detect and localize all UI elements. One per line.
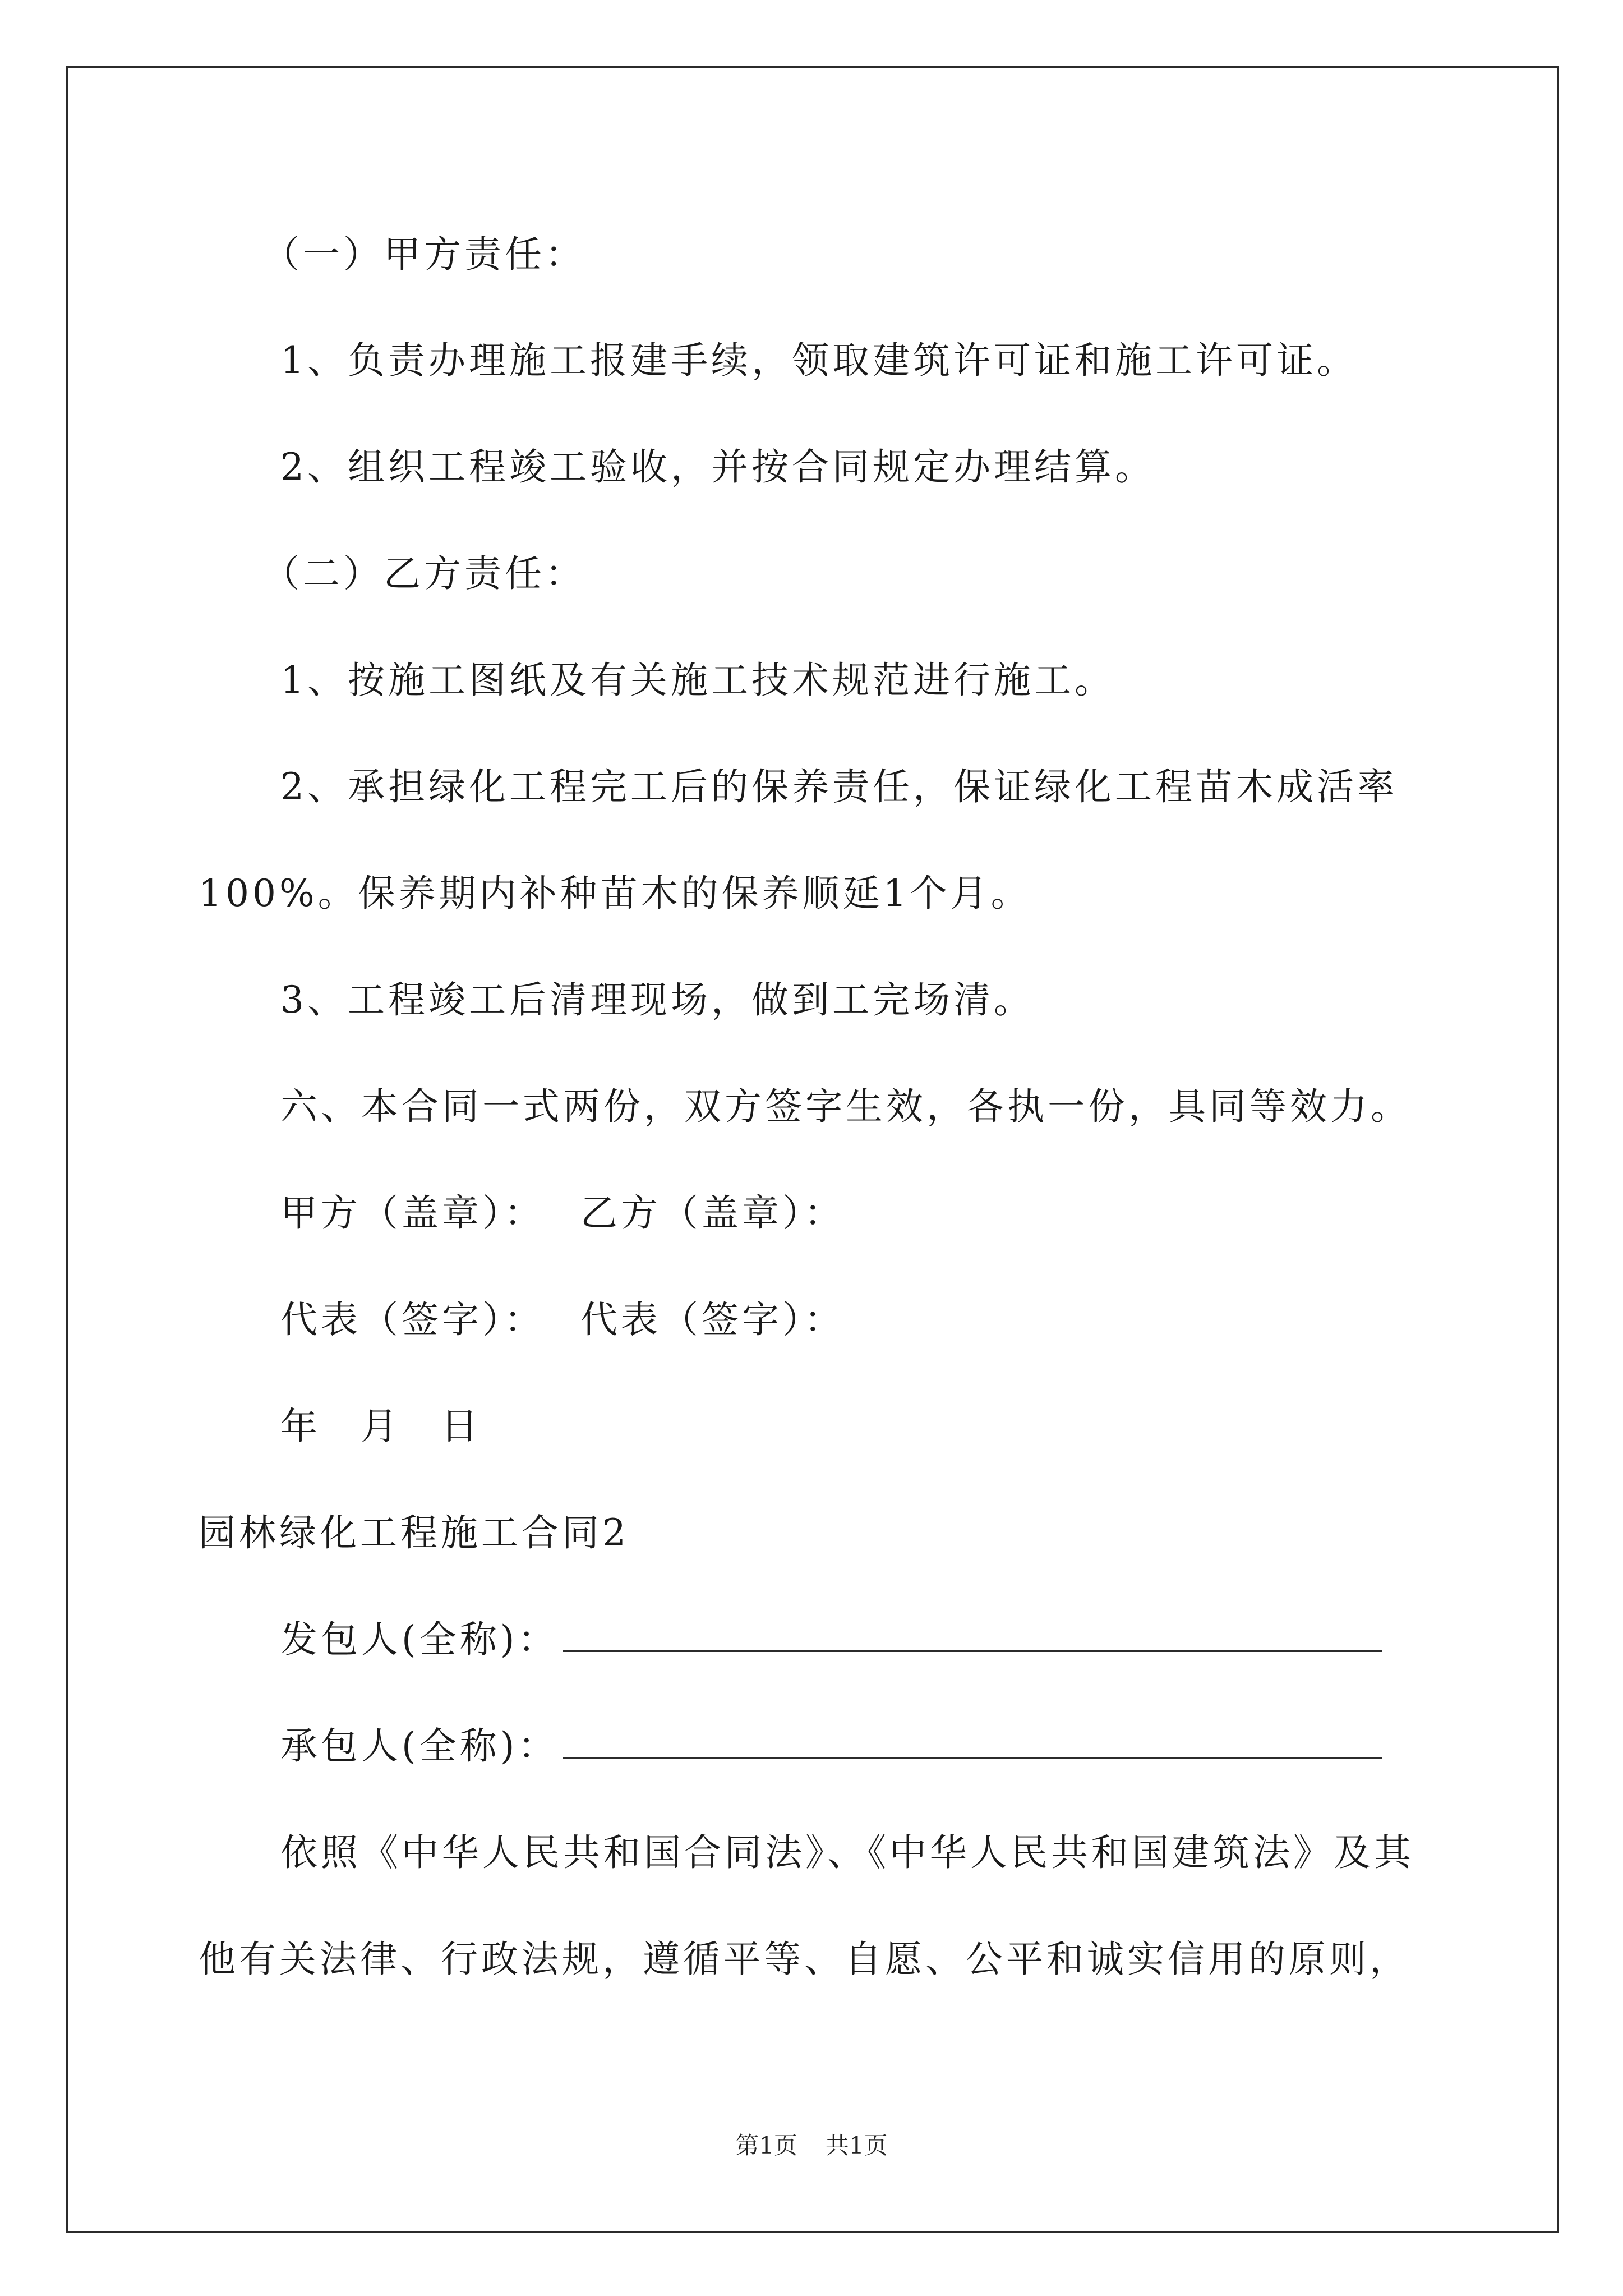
intro-paragraph-line2: 他有关法律、行政法规，遵循平等、自愿、公平和诚实信用的原则， — [199, 1938, 1410, 1981]
paragraph: 2、承担绿化工程完工后的保养责任，保证绿化工程苗木成活率 — [280, 765, 1398, 808]
section-heading-party-b: （二）乙方责任： — [262, 552, 585, 595]
employer-label: 发包人(全称)： — [280, 1618, 559, 1661]
rep-b-label: 代表（签字）： — [580, 1298, 845, 1341]
page-border — [66, 66, 1559, 2233]
paragraph: 1、按施工图纸及有关施工技术规范进行施工。 — [280, 659, 1115, 702]
contractor-line — [280, 1724, 1382, 1768]
party-a-seal-label: 甲方（盖章）： — [280, 1191, 545, 1235]
representative-line — [280, 1298, 845, 1341]
date-line: 年 月 日 — [280, 1405, 494, 1448]
page-number-current: 第1页 — [735, 2132, 797, 2159]
paragraph: 六、本合同一式两份，双方签字生效，各执一份，具同等效力。 — [280, 1085, 1411, 1128]
rep-a-label: 代表（签字）： — [280, 1298, 545, 1341]
intro-paragraph-line1: 依照《中华人民共和国合同法》、《中华人民共和国建筑法》及其 — [280, 1831, 1414, 1874]
page-footer — [0, 2134, 1623, 2157]
contractor-label: 承包人(全称)： — [280, 1724, 559, 1768]
employer-line — [280, 1618, 1382, 1661]
employer-fill-line — [563, 1647, 1382, 1652]
paragraph-continuation: 100%。保养期内补种苗木的保养顺延1个月。 — [199, 872, 1031, 915]
paragraph: 2、组织工程竣工验收，并按合同规定办理结算。 — [280, 445, 1155, 489]
section-heading-party-a: （一）甲方责任： — [262, 233, 585, 276]
party-b-seal-label: 乙方（盖章）： — [580, 1191, 845, 1235]
page-number-total: 共1页 — [826, 2132, 888, 2159]
seal-line — [280, 1191, 845, 1235]
paragraph: 3、工程竣工后清理现场，做到工完场清。 — [280, 978, 1034, 1022]
contractor-fill-line — [563, 1754, 1382, 1759]
contract2-title: 园林绿化工程施工合同2 — [199, 1511, 629, 1554]
paragraph: 1、负责办理施工报建手续，领取建筑许可证和施工许可证。 — [280, 339, 1357, 382]
